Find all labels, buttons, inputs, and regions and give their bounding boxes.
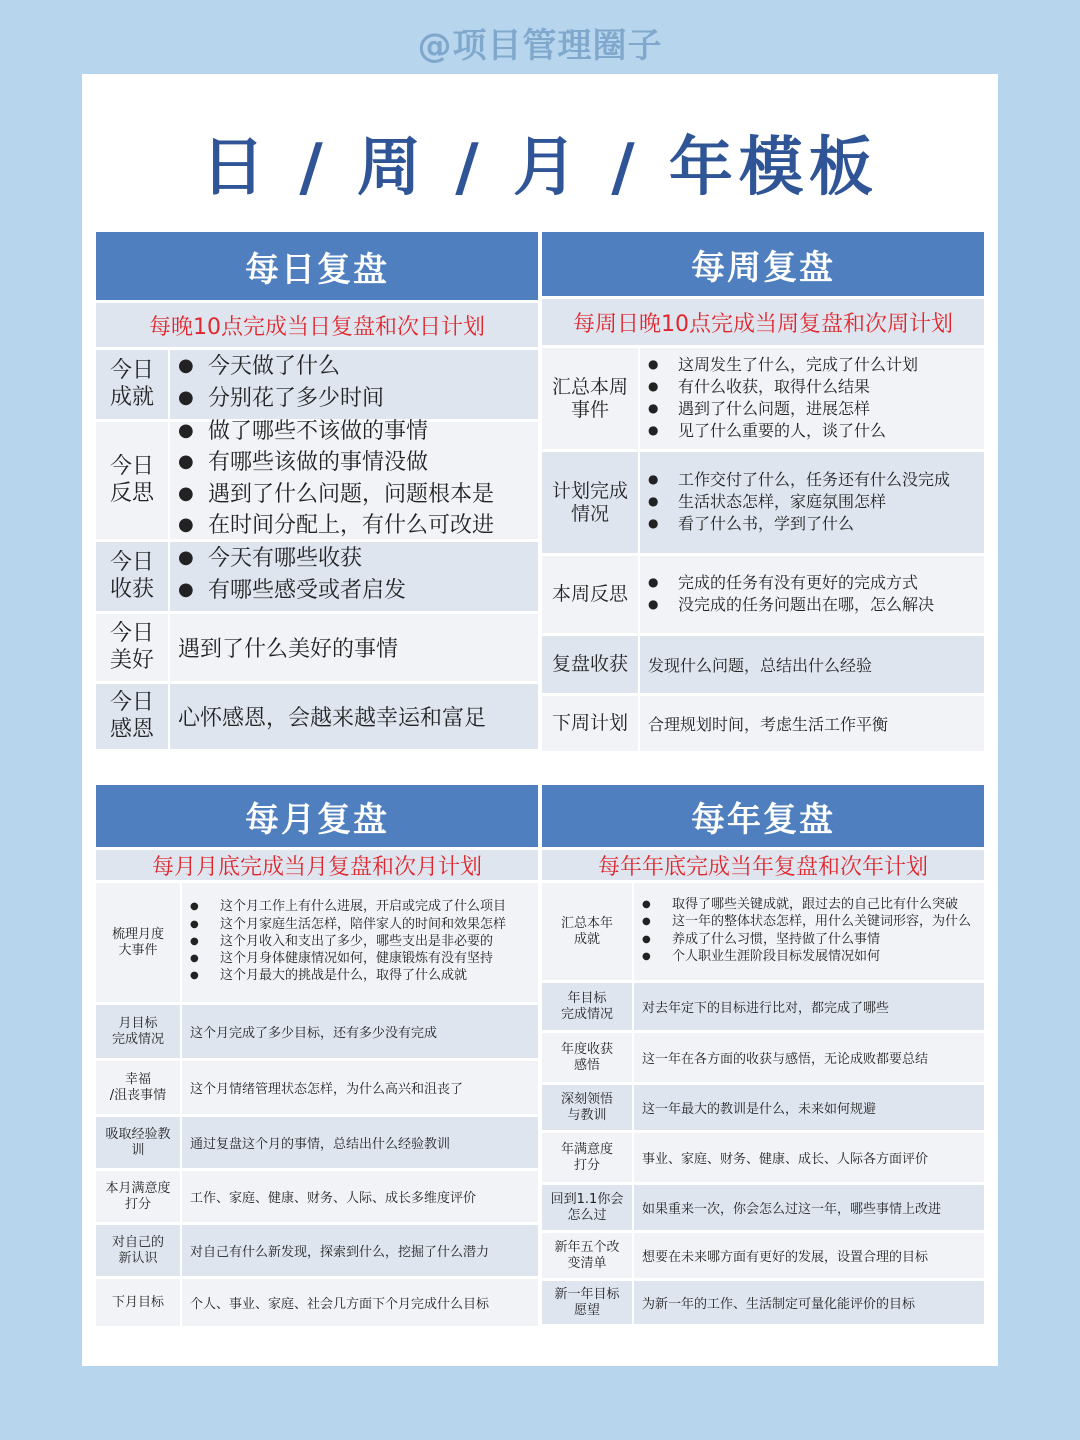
yearly-row-text: 这一年在各方面的收获与感悟，无论成败都要总结	[642, 1052, 929, 1067]
yearly-row-text: 对去年定下的目标进行比对，都完成了哪些	[642, 1001, 890, 1016]
weekly-row-content	[640, 452, 984, 553]
daily-bullet-text: 今天做了什么	[208, 354, 341, 379]
bullet-dot-icon: ●	[190, 918, 199, 930]
watermark: @项目管理圈子	[417, 26, 663, 66]
monthly-row	[96, 1061, 538, 1117]
yearly-row	[542, 1033, 984, 1085]
daily-row	[96, 542, 538, 614]
daily-bullet-text: 有哪些感受或者启发	[208, 577, 407, 603]
daily-row-label: 今日 感恩	[96, 684, 170, 749]
weekly-subtitle: 每周日晚10点完成当周复盘和次周计划	[542, 296, 984, 348]
daily-bullet-item	[178, 418, 534, 446]
yearly-row	[542, 983, 984, 1033]
bullet-dot-icon: ●	[178, 482, 194, 504]
daily-bullet-text: 在时间分配上，有什么可改进	[208, 513, 495, 538]
yearly-row-content	[634, 983, 984, 1030]
weekly-bullet-item	[648, 421, 980, 441]
weekly-row-label: 下周计划	[542, 696, 640, 751]
daily-row-content	[170, 350, 538, 419]
weekly-row-content	[640, 556, 984, 633]
monthly-row-label: 吸取经验教 训	[96, 1117, 182, 1168]
weekly-bullet-item	[648, 492, 980, 512]
weekly-bullet-item	[648, 399, 980, 419]
bullet-dot-icon: ●	[642, 950, 651, 962]
yearly-row-label: 汇总本年 成就	[542, 883, 634, 980]
yearly-row-label: 年目标 完成情况	[542, 983, 634, 1030]
bullet-dot-icon: ●	[178, 514, 194, 535]
monthly-row-content	[182, 1117, 538, 1168]
monthly-bullet-item	[190, 917, 534, 933]
yearly-review-panel	[542, 785, 984, 1330]
yearly-row-text: 这一年最大的教训是什么，未来如何规避	[642, 1102, 877, 1117]
yearly-row-label: 新年五个改 变清单	[542, 1233, 634, 1278]
daily-heading: 每日复盘	[96, 232, 538, 300]
yearly-bullet-item	[642, 897, 980, 913]
bullet-dot-icon: ●	[190, 953, 199, 965]
weekly-row	[542, 636, 984, 696]
yearly-table	[542, 883, 984, 1327]
yearly-row-content	[634, 1233, 984, 1278]
monthly-row	[96, 1171, 538, 1225]
weekly-bullet-item	[648, 355, 980, 375]
monthly-row-text: 这个月情绪管理状态怎样，为什么高兴和沮丧了	[190, 1082, 464, 1097]
yearly-row-content	[634, 1133, 984, 1182]
yearly-row-label: 回到1.1你会 怎么过	[542, 1185, 634, 1230]
bullet-dot-icon: ●	[178, 419, 194, 441]
daily-row	[96, 614, 538, 684]
daily-row	[96, 350, 538, 422]
monthly-bullet-item	[190, 951, 534, 967]
monthly-row	[96, 1225, 538, 1279]
monthly-row-text: 通过复盘这个月的事情，总结出什么经验教训	[190, 1137, 451, 1152]
monthly-row-content	[182, 883, 538, 1002]
yearly-row-text: 为新一年的工作、生活制定可量化能评价的目标	[642, 1297, 916, 1312]
weekly-bullet-item	[648, 514, 980, 534]
yearly-row-text: 如果重来一次，你会怎么过这一年，哪些事情上改进	[642, 1202, 942, 1217]
daily-bullet-text: 今天有哪些收获	[208, 546, 363, 571]
monthly-row-text: 对自己有什么新发现，探索到什么，挖掘了什么潜力	[190, 1245, 490, 1260]
monthly-row-content	[182, 1005, 538, 1058]
bullet-dot-icon: ●	[190, 901, 199, 913]
monthly-bullet-item	[190, 899, 534, 915]
daily-bullet-item	[178, 481, 534, 509]
monthly-row-label: 梳理月度 大事件	[96, 883, 182, 1002]
monthly-row-label: 月目标 完成情况	[96, 1005, 182, 1058]
bullet-dot-icon: ●	[648, 493, 659, 508]
weekly-row	[542, 556, 984, 636]
page-title: 日 / 周 / 月 / 年模板	[201, 131, 879, 205]
daily-bullet-text: 有哪些该做的事情没做	[208, 450, 429, 475]
bullet-dot-icon: ●	[648, 471, 659, 486]
yearly-subtitle: 每年年底完成当年复盘和次年计划	[542, 847, 984, 883]
monthly-row	[96, 1117, 538, 1171]
yearly-bullet-item	[642, 914, 980, 930]
daily-row-content	[170, 614, 538, 681]
daily-bullet-item	[178, 577, 534, 605]
weekly-bullet-text: 完成的任务有没有更好的完成方式	[678, 572, 919, 592]
monthly-row-text: 这个月完成了多少目标，还有多少没有完成	[190, 1026, 438, 1041]
bullet-dot-icon: ●	[642, 916, 651, 928]
bullet-dot-icon: ●	[642, 933, 651, 945]
bullet-dot-icon: ●	[642, 899, 651, 910]
weekly-row-content	[640, 696, 984, 751]
daily-row-label: 今日 美好	[96, 614, 170, 681]
monthly-row-content	[182, 1061, 538, 1114]
bullet-dot-icon: ●	[648, 378, 659, 393]
yearly-row-label: 年满意度 打分	[542, 1133, 634, 1182]
template-card	[82, 74, 998, 1366]
weekly-row-label: 复盘收获	[542, 636, 640, 693]
daily-bullet-text: 做了哪些不该做的事情	[208, 418, 429, 444]
monthly-row	[96, 883, 538, 1005]
yearly-row	[542, 1233, 984, 1281]
monthly-row-label: 本月满意度 打分	[96, 1171, 182, 1222]
daily-bullet-item	[178, 512, 534, 540]
daily-row-content	[170, 684, 538, 749]
weekly-row-content	[640, 636, 984, 693]
weekly-row-text: 发现什么问题，总结出什么经验	[648, 656, 873, 675]
daily-bullet-text: 遇到了什么问题，问题根本是	[208, 481, 495, 507]
weekly-bullet-text: 工作交付了什么，任务还有什么没完成	[678, 469, 951, 489]
monthly-review-panel	[96, 785, 538, 1330]
weekly-bullet-text: 有什么收获，取得什么结果	[678, 376, 871, 396]
daily-bullet-text: 分别花了多少时间	[208, 385, 385, 411]
bullet-dot-icon: ●	[178, 355, 194, 376]
weekly-bullet-text: 遇到了什么问题，进展怎样	[678, 398, 871, 418]
weekly-bullet-text: 生活状态怎样，家庭氛围怎样	[678, 491, 887, 511]
weekly-row	[542, 348, 984, 452]
weekly-bullet-item	[648, 377, 980, 397]
monthly-bullet-text: 这个月工作上有什么进展，开启或完成了什么项目	[220, 899, 507, 915]
monthly-row-text: 工作、家庭、健康、财务、人际、成长多维度评价	[190, 1191, 477, 1206]
weekly-row-label: 汇总本周 事件	[542, 348, 640, 449]
yearly-row	[542, 1133, 984, 1185]
monthly-row-content	[182, 1225, 538, 1276]
daily-row-label: 今日 收获	[96, 542, 170, 611]
yearly-bullet-item	[642, 932, 980, 948]
bullet-dot-icon: ●	[178, 547, 194, 568]
monthly-heading: 每月复盘	[96, 785, 538, 847]
yearly-bullet-text: 个人职业生涯阶段目标发展情况如何	[672, 948, 881, 964]
monthly-row	[96, 1005, 538, 1061]
daily-row-text: 心怀感恩，会越来越幸运和富足	[178, 706, 487, 731]
daily-bullet-item	[178, 449, 534, 477]
yearly-bullet-text: 取得了哪些关键成就，跟过去的自己比有什么突破	[672, 897, 959, 912]
yearly-row-content	[634, 1033, 984, 1082]
bullet-dot-icon: ●	[648, 574, 659, 589]
weekly-row	[542, 452, 984, 556]
weekly-row-label: 计划完成 情况	[542, 452, 640, 553]
yearly-row-content	[634, 1185, 984, 1230]
yearly-row-content	[634, 1281, 984, 1324]
monthly-bullet-text: 这个月最大的挑战是什么，取得了什么成就	[220, 968, 468, 984]
yearly-row-text: 想要在未来哪方面有更好的发展，设置合理的目标	[642, 1250, 929, 1265]
weekly-bullet-item	[648, 470, 980, 490]
yearly-row-content	[634, 883, 984, 980]
daily-row	[96, 684, 538, 752]
weekly-row-content	[640, 348, 984, 449]
weekly-bullet-text: 这周发生了什么，完成了什么计划	[678, 354, 919, 374]
weekly-table	[542, 348, 984, 754]
weekly-bullet-item	[648, 595, 980, 615]
yearly-row-label: 年度收获 感悟	[542, 1033, 634, 1082]
yearly-row	[542, 1281, 984, 1327]
bullet-dot-icon: ●	[178, 451, 194, 472]
bullet-dot-icon: ●	[190, 935, 199, 947]
weekly-row	[542, 696, 984, 754]
monthly-row	[96, 1279, 538, 1329]
yearly-heading: 每年复盘	[542, 785, 984, 847]
yearly-bullet-item	[642, 949, 980, 965]
yearly-row-label: 新一年目标 愿望	[542, 1281, 634, 1324]
daily-row-label: 今日 反思	[96, 422, 170, 539]
weekly-bullet-text: 见了什么重要的人，谈了什么	[678, 420, 887, 440]
weekly-bullet-text: 看了什么书，学到了什么	[678, 513, 855, 533]
daily-row-label: 今日 成就	[96, 350, 170, 419]
bullet-dot-icon: ●	[648, 596, 659, 611]
yearly-row-content	[634, 1085, 984, 1130]
monthly-bullet-item	[190, 934, 534, 950]
weekly-bullet-text: 没完成的任务问题出在哪，怎么解决	[678, 594, 935, 614]
weekly-review-panel	[542, 232, 984, 760]
monthly-row-content	[182, 1171, 538, 1222]
weekly-row-text: 合理规划时间，考虑生活工作平衡	[648, 715, 889, 734]
yearly-bullet-text: 养成了什么习惯，坚持做了什么事情	[672, 931, 881, 947]
weekly-heading: 每周复盘	[542, 232, 984, 296]
daily-row-content	[170, 542, 538, 611]
daily-table	[96, 350, 538, 752]
monthly-bullet-text: 这个月收入和支出了多少，哪些支出是非必要的	[220, 933, 494, 949]
yearly-row-text: 事业、家庭、财务、健康、成长、人际各方面评价	[642, 1152, 929, 1167]
yearly-row	[542, 883, 984, 983]
daily-subtitle: 每晚10点完成当日复盘和次日计划	[96, 300, 538, 350]
bullet-dot-icon: ●	[648, 422, 659, 437]
daily-row-content	[170, 418, 538, 539]
daily-review-panel	[96, 232, 538, 760]
monthly-row-label: 对自己的 新认识	[96, 1225, 182, 1276]
monthly-subtitle: 每月月底完成当月复盘和次月计划	[96, 847, 538, 883]
monthly-bullet-text: 这个月身体健康情况如何，健康锻炼有没有坚持	[220, 951, 494, 967]
monthly-bullet-text: 这个月家庭生活怎样，陪伴家人的时间和效果怎样	[220, 916, 507, 932]
bullet-dot-icon: ●	[178, 578, 194, 600]
yearly-bullet-text: 这一年的整体状态怎样，用什么关键词形容，为什么	[672, 914, 972, 930]
monthly-row-label: 幸福 /沮丧事情	[96, 1061, 182, 1114]
monthly-row-content	[182, 1279, 538, 1326]
daily-row-text: 遇到了什么美好的事情	[178, 637, 399, 662]
bullet-dot-icon: ●	[648, 515, 659, 530]
yearly-row	[542, 1085, 984, 1133]
weekly-row-label: 本周反思	[542, 556, 640, 633]
bullet-dot-icon: ●	[190, 970, 199, 982]
monthly-row-label: 下月目标	[96, 1279, 182, 1326]
daily-row	[96, 418, 538, 542]
yearly-row	[542, 1185, 984, 1233]
bullet-dot-icon: ●	[648, 400, 659, 415]
monthly-table	[96, 883, 538, 1329]
monthly-row-text: 个人、事业、家庭、社会几方面下个月完成什么目标	[190, 1297, 490, 1312]
monthly-bullet-item	[190, 968, 534, 984]
weekly-bullet-item	[648, 573, 980, 593]
bullet-dot-icon: ●	[178, 386, 194, 408]
daily-bullet-item	[178, 545, 534, 573]
bullet-dot-icon: ●	[648, 356, 659, 371]
yearly-row-label: 深刻领悟 与教训	[542, 1085, 634, 1130]
daily-bullet-item	[178, 353, 534, 381]
daily-bullet-item	[178, 385, 534, 413]
